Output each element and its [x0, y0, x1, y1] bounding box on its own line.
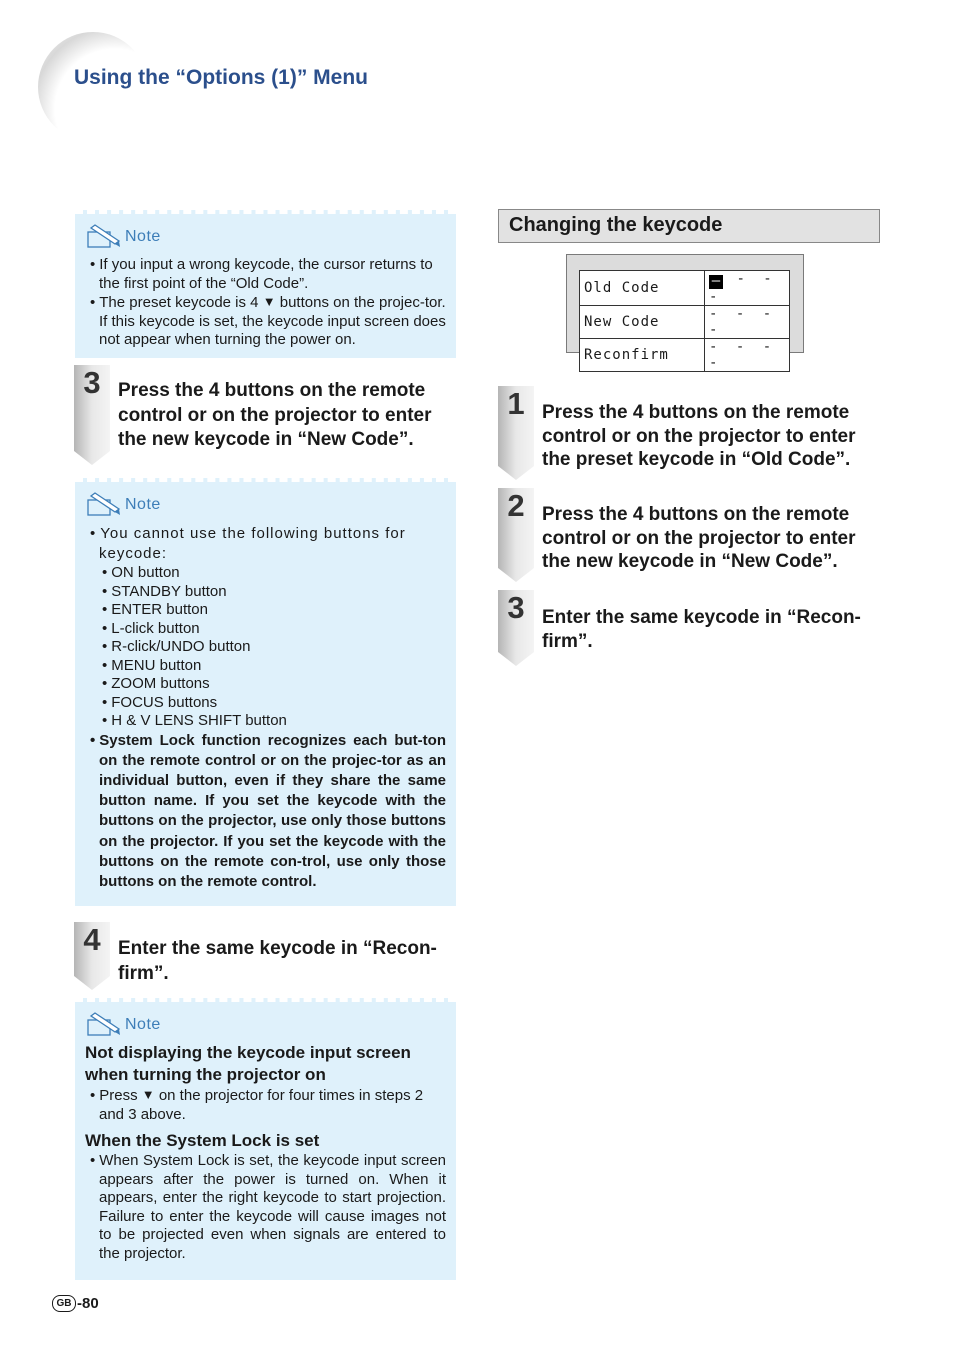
osd-value-text: - - -: [709, 271, 777, 305]
list-item-bold: • System Lock function recognizes each but-ton on the remote control or on the projec-tor as an individual button, even if they share the same button name. If you set the keycode with the buttons on the projector, use only those buttons on the projector. If you set the keycode with the buttons on the remote con-trol, use only those buttons on the remote control.: [85, 731, 446, 893]
left-step-3: [74, 365, 456, 465]
list-item-text: buttons on the projec-tor. If this keycode is set, the keycode input screen does not appear when turning the power on.: [99, 294, 446, 348]
list-item: • When System Lock is set, the keycode input screen appears after the power is turned on. When it appears, enter the right keycode to start projection. Failure to enter the keycode will cause images not to be projected even when signals are entered to the projector.: [85, 1152, 446, 1263]
note-header: [85, 224, 446, 250]
pencil-note-icon: [85, 224, 121, 250]
step-number: 1: [507, 386, 525, 421]
button-item: • ENTER button: [85, 601, 446, 620]
osd-label: Reconfirm: [580, 339, 705, 372]
table-row: [580, 271, 790, 306]
note-subheading: When the System Lock is set: [85, 1131, 320, 1150]
keycode-osd-screen: [566, 254, 804, 371]
list-item-text: Press: [99, 1087, 138, 1104]
step-number: 4: [83, 922, 101, 957]
step-text: Enter the same keycode in “Recon-firm”.: [118, 938, 437, 984]
button-item: • ON button: [85, 564, 446, 583]
note-box-3: [75, 998, 456, 1280]
list-item-text: The preset keycode is 4: [99, 294, 259, 311]
note-list: [85, 1152, 446, 1263]
step-text: Press the 4 buttons on the remote control or on the projector to enter the new keycode in “New Code”.: [542, 504, 856, 572]
note-list: [85, 524, 446, 892]
input-cursor: –: [709, 275, 723, 289]
note-subheading: Not displaying the keycode input screen when turning the projector on: [85, 1043, 411, 1084]
down-triangle-icon: ▼: [141, 1087, 155, 1102]
button-item: • H & V LENS SHIFT button: [85, 712, 446, 731]
button-item: • STANDBY button: [85, 583, 446, 602]
osd-label: New Code: [580, 306, 705, 339]
list-item: [85, 293, 446, 350]
note-label: Note: [125, 228, 161, 245]
list-item: [85, 1086, 446, 1124]
right-step-1: [498, 386, 880, 480]
step-number: 2: [507, 488, 525, 523]
osd-value: - - - -: [705, 306, 790, 339]
note-box-1: [75, 210, 456, 358]
table-row: [580, 339, 790, 372]
note-label: Note: [125, 496, 161, 513]
button-item: • FOCUS buttons: [85, 694, 446, 713]
region-badge: GB: [52, 1295, 76, 1312]
note-box-2: [75, 478, 456, 906]
right-step-2: [498, 488, 880, 582]
step-text: Press the 4 buttons on the remote control or on the projector to enter the preset keycode in “Old Code”.: [542, 402, 856, 470]
pencil-note-icon: [85, 1012, 121, 1038]
step-number: 3: [507, 590, 525, 625]
list-item-text: on the projector for four times in steps 2 and 3 above.: [99, 1087, 424, 1123]
osd-value: - - - -: [705, 339, 790, 372]
button-item: • L-click button: [85, 620, 446, 639]
step-text: Press the 4 buttons on the remote control or on the projector to enter the new keycode in “New Code”.: [118, 380, 432, 450]
page-number-text: -80: [77, 1295, 99, 1312]
left-step-4: [74, 922, 456, 990]
button-item: • MENU button: [85, 657, 446, 676]
down-triangle-icon: ▼: [262, 294, 276, 309]
osd-label: Old Code: [580, 271, 705, 306]
table-row: [580, 306, 790, 339]
step-number: 3: [83, 365, 101, 400]
note-list: [85, 1086, 446, 1124]
note-list: [85, 256, 446, 350]
section-heading: Changing the keycode: [498, 209, 880, 243]
right-step-3: [498, 590, 880, 666]
list-item: • If you input a wrong keycode, the cursor returns to the first point of the “Old Code”.: [85, 256, 446, 293]
button-item: • ZOOM buttons: [85, 675, 446, 694]
page-number: [52, 1295, 99, 1312]
page-title: Using the “Options (1)” Menu: [74, 66, 368, 89]
pencil-note-icon: [85, 492, 121, 518]
list-item: • You cannot use the following buttons for keycode:: [85, 524, 446, 564]
keycode-table: [579, 270, 790, 372]
button-item: • R-click/UNDO button: [85, 638, 446, 657]
note-header: [85, 492, 446, 518]
note-header: [85, 1012, 446, 1038]
note-label: Note: [125, 1016, 161, 1033]
step-text: Enter the same keycode in “Recon-firm”.: [542, 607, 861, 652]
osd-value: [705, 271, 790, 306]
